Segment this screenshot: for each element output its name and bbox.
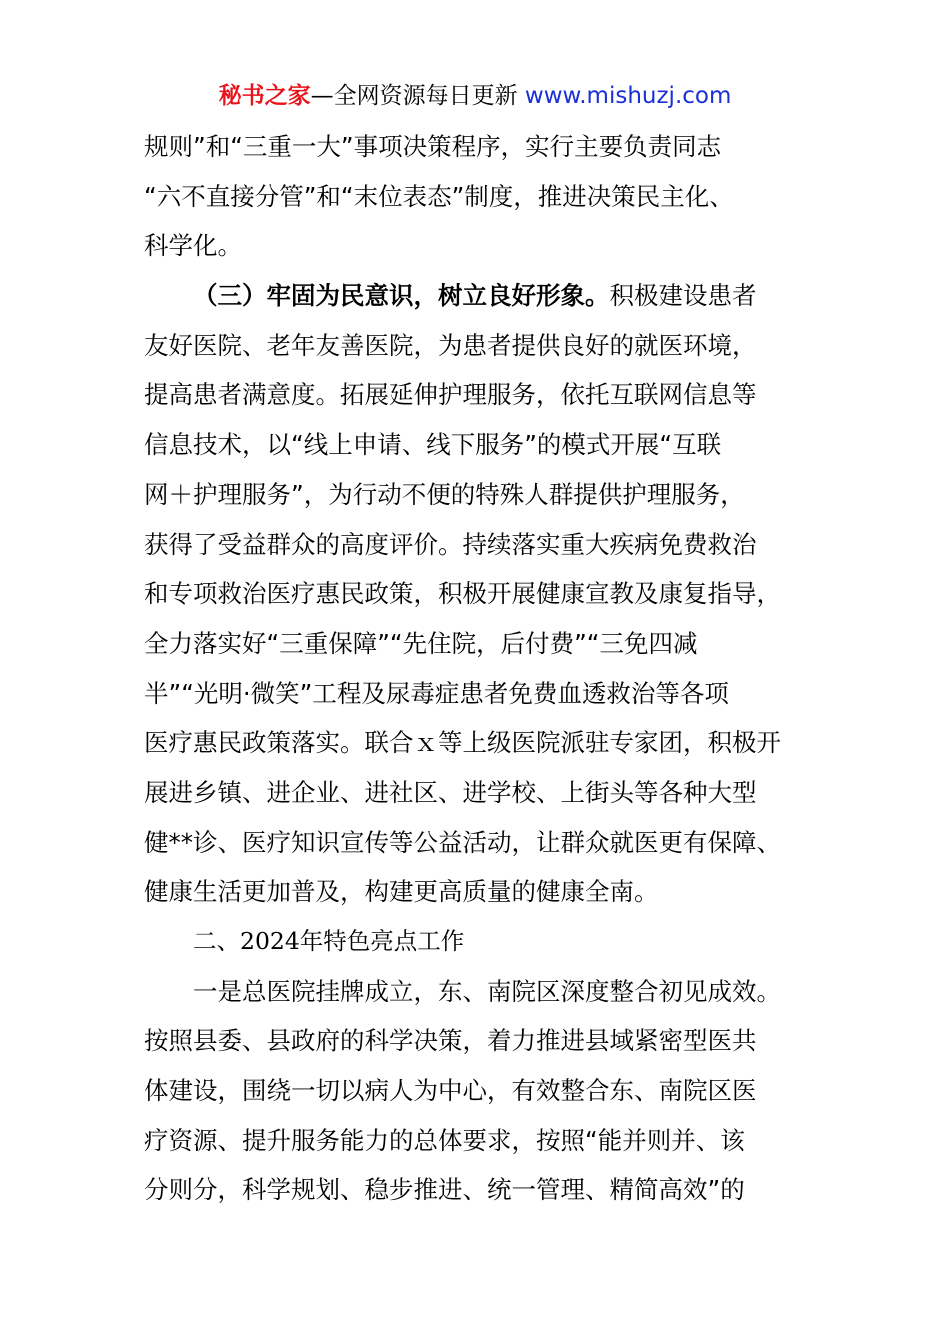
text-line: 健**诊、医疗知识宣传等公益活动，让群众就医更有保障、 <box>144 827 781 857</box>
text-line: 按照县委、县政府的科学决策，着力推进县域紧密型医共 <box>144 1026 757 1056</box>
text-line: 健康生活更加普及，构建更高质量的健康全南。 <box>144 877 659 907</box>
site-slogan: —全网资源每日更新 <box>310 83 525 109</box>
text-line: 一是总医院挂牌成立，东、南院区深度整合初见成效。 <box>193 976 781 1006</box>
section-heading: 二、2024年特色亮点工作 <box>193 927 465 955</box>
text-line: 科学化。 <box>144 231 242 261</box>
section-three-title: （三）牢固为民意识，树立良好形象。 <box>193 281 610 311</box>
text-line: 提高患者满意度。拓展延伸护理服务，依托互联网信息等 <box>144 380 757 410</box>
text-line: 分则分，科学规划、稳步推进、统一管理、精简高效”的 <box>144 1175 745 1205</box>
text-line: 规则”和“三重一大”事项决策程序，实行主要负责同志 <box>144 132 722 161</box>
text-line: “六不直接分管”和“末位表态”制度，推进决策民主化、 <box>144 181 734 211</box>
text-line: 全力落实好“三重保障”“先住院，后付费”“三免四减 <box>144 628 698 658</box>
text-line: 信息技术，以“线上申请、线下服务”的模式开展“互联 <box>144 430 722 460</box>
text-line: 友好医院、老年友善医院，为患者提供良好的就医环境， <box>144 330 757 360</box>
site-url[interactable]: www.mishuzj.com <box>524 83 732 109</box>
text-line: 网＋护理服务”，为行动不便的特殊人群提供护理服务， <box>144 479 745 509</box>
site-header <box>0 80 950 112</box>
text-line: 医疗惠民政策落实。联合ｘ等上级医院派驻专家团，积极开 <box>144 728 781 758</box>
text-line: 半”“光明·微笑”工程及尿毒症患者免费血透救治等各项 <box>144 678 729 708</box>
text-line: 获得了受益群众的高度评价。持续落实重大疾病免费救治 <box>144 529 757 559</box>
section-three-text: 积极建设患者 <box>609 281 757 311</box>
section-three-line <box>144 271 814 321</box>
text-line: 疗资源、提升服务能力的总体要求，按照“能并则并、该 <box>144 1125 745 1155</box>
site-brand: 秘书之家 <box>218 83 311 109</box>
text-line: 和专项救治医疗惠民政策，积极开展健康宣教及康复指导， <box>144 579 781 609</box>
document-body <box>144 122 814 1215</box>
text-line: 展进乡镇、进企业、进社区、进学校、上街头等各种大型 <box>144 777 757 807</box>
text-line: 体建设，围绕一切以病人为中心，有效整合东、南院区医 <box>144 1076 757 1106</box>
